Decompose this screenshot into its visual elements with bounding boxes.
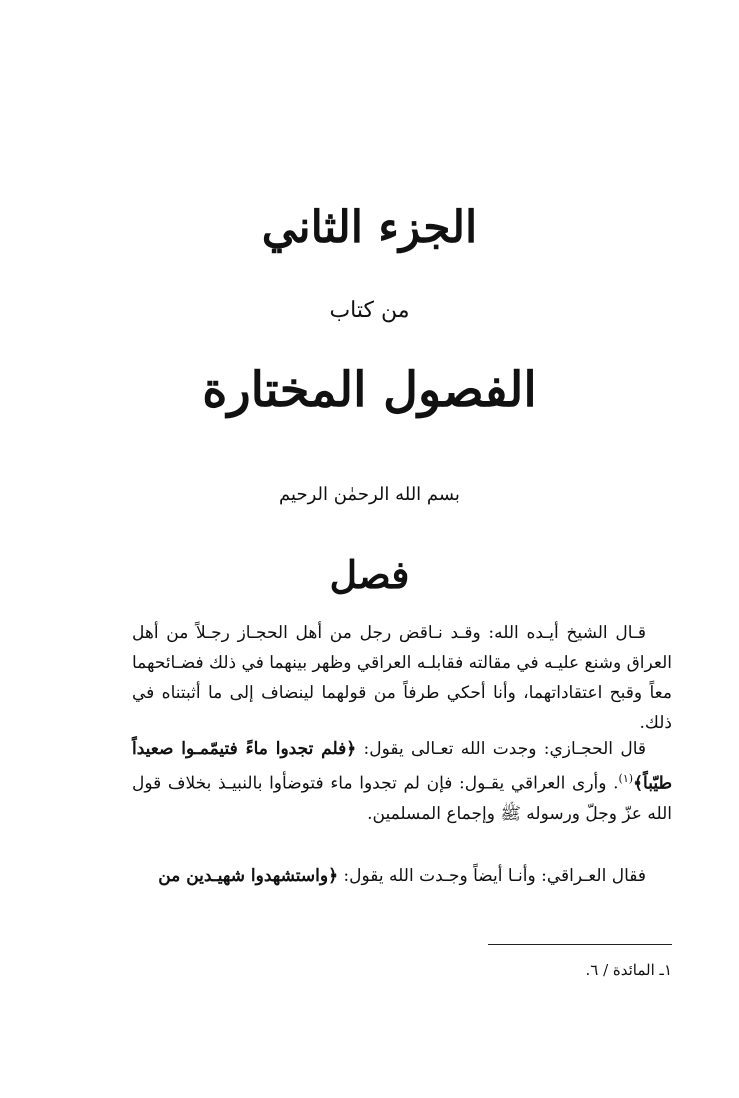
footnote: ١ـ المائدة / ٦. (585, 961, 672, 979)
from-book-label: من كتاب (329, 298, 410, 323)
quran-verse: ﴿واستشهدوا شهيـدين من (158, 866, 339, 886)
paragraph-2-intro: قال الحجـازي: وجدت الله تعـالى يقول: (356, 739, 646, 759)
footnote-ref: (١) (618, 772, 634, 785)
footnote-divider (488, 944, 672, 945)
paragraph-2 (132, 734, 672, 829)
paragraph-3-intro: فقال العـراقي: وأنـا أيضاً وجـدت الله يقول: (338, 866, 646, 886)
paragraph-1 (132, 618, 672, 738)
paragraph-3 (132, 861, 672, 891)
basmala: بسم الله الرحمٰن الرحيم (279, 484, 460, 505)
paragraph-1-text: قـال الشيخ أيـده الله: وقـد نـاقض رجل من أهل الحجـاز رجـلاً من أهل العراق وشنع عليـه في مقالته فقابلـه العراقي وظهر بينهما في ذلك فضـائحهما معاً وقبح اعتقاداتهما، وأنا أحكي طرفاً من قولهما لينضاف إلى ما أثبتناه في ذلك. (132, 623, 672, 733)
paragraph-2-rest: . وأرى العراقي يقـول: فإن لم تجدوا ماء فتوضأوا بالنبيـذ بخلاف قول الله عزّ وجلّ ورسوله ﷺ وإجماع المسلمين. (132, 773, 672, 824)
section-title: فصل (329, 552, 410, 597)
book-title: الفصول المختارة (202, 362, 537, 418)
quran-verse: ﴿فلم تجدوا ماءً فتيمّمـوا صعيداً طيّباً﴾ (132, 739, 672, 794)
part-title: الجزء الثاني (261, 202, 478, 253)
